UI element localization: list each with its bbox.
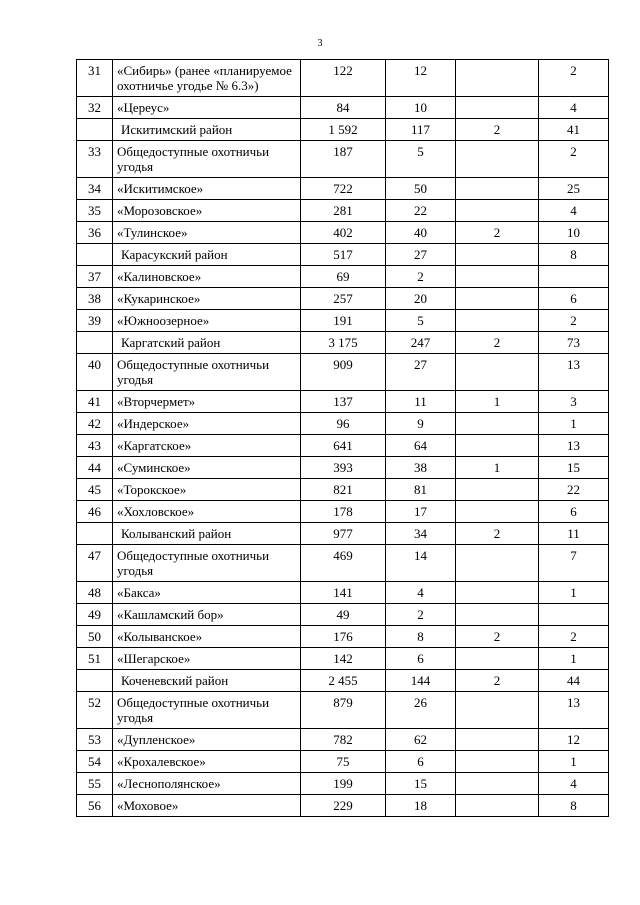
value-col-3 xyxy=(456,435,539,457)
table-row xyxy=(77,729,609,751)
value-col-2: 27 xyxy=(386,244,456,266)
table-row xyxy=(77,795,609,817)
value-col-2: 62 xyxy=(386,729,456,751)
row-number: 33 xyxy=(77,141,113,178)
value-col-1: 977 xyxy=(301,523,386,545)
table-row xyxy=(77,626,609,648)
row-name: «Суминское» xyxy=(113,457,301,479)
row-name: «Калиновское» xyxy=(113,266,301,288)
value-col-3 xyxy=(456,501,539,523)
table-row xyxy=(77,604,609,626)
value-col-4: 6 xyxy=(539,288,609,310)
value-col-3: 1 xyxy=(456,457,539,479)
value-col-4: 13 xyxy=(539,435,609,457)
page-number: 3 xyxy=(317,38,323,49)
value-col-4: 13 xyxy=(539,692,609,729)
value-col-3: 2 xyxy=(456,523,539,545)
value-col-2: 40 xyxy=(386,222,456,244)
value-col-1: 75 xyxy=(301,751,386,773)
value-col-2: 6 xyxy=(386,648,456,670)
value-col-2: 38 xyxy=(386,457,456,479)
table-row xyxy=(77,222,609,244)
row-name: Каргатский район xyxy=(113,332,301,354)
table-row xyxy=(77,413,609,435)
row-number: 48 xyxy=(77,582,113,604)
value-col-3 xyxy=(456,141,539,178)
row-number: 42 xyxy=(77,413,113,435)
value-col-1: 909 xyxy=(301,354,386,391)
value-col-2: 2 xyxy=(386,266,456,288)
value-col-2: 5 xyxy=(386,310,456,332)
row-name: «Каргатское» xyxy=(113,435,301,457)
value-col-2: 22 xyxy=(386,200,456,222)
value-col-4 xyxy=(539,604,609,626)
row-name: Общедоступные охотничьи угодья xyxy=(113,692,301,729)
value-col-4: 1 xyxy=(539,648,609,670)
value-col-4: 3 xyxy=(539,391,609,413)
value-col-3 xyxy=(456,266,539,288)
value-col-2: 27 xyxy=(386,354,456,391)
value-col-3 xyxy=(456,545,539,582)
row-number: 38 xyxy=(77,288,113,310)
table-body xyxy=(77,60,609,817)
value-col-3: 2 xyxy=(456,332,539,354)
value-col-4: 1 xyxy=(539,413,609,435)
value-col-1: 142 xyxy=(301,648,386,670)
value-col-4: 41 xyxy=(539,119,609,141)
row-number xyxy=(77,670,113,692)
row-name: «Тулинское» xyxy=(113,222,301,244)
value-col-4: 8 xyxy=(539,244,609,266)
row-number xyxy=(77,244,113,266)
value-col-2: 20 xyxy=(386,288,456,310)
row-number: 41 xyxy=(77,391,113,413)
value-col-4: 2 xyxy=(539,141,609,178)
value-col-2: 14 xyxy=(386,545,456,582)
value-col-3 xyxy=(456,244,539,266)
value-col-3 xyxy=(456,751,539,773)
value-col-3 xyxy=(456,178,539,200)
table-row xyxy=(77,266,609,288)
row-name: «Кукаринское» xyxy=(113,288,301,310)
table-row xyxy=(77,178,609,200)
table-row xyxy=(77,354,609,391)
row-number: 44 xyxy=(77,457,113,479)
row-name: «Шегарское» xyxy=(113,648,301,670)
row-name: Карасукский район xyxy=(113,244,301,266)
row-number: 52 xyxy=(77,692,113,729)
value-col-1: 257 xyxy=(301,288,386,310)
value-col-4: 73 xyxy=(539,332,609,354)
value-col-4: 4 xyxy=(539,773,609,795)
row-name: «Торокское» xyxy=(113,479,301,501)
value-col-4: 12 xyxy=(539,729,609,751)
row-number: 37 xyxy=(77,266,113,288)
table-row xyxy=(77,773,609,795)
value-col-2: 26 xyxy=(386,692,456,729)
value-col-3 xyxy=(456,729,539,751)
row-number: 36 xyxy=(77,222,113,244)
row-name: Общедоступные охотничьи угодья xyxy=(113,545,301,582)
value-col-4: 25 xyxy=(539,178,609,200)
value-col-2: 8 xyxy=(386,626,456,648)
row-name: «Кашламский бор» xyxy=(113,604,301,626)
row-name: «Дупленское» xyxy=(113,729,301,751)
value-col-4: 4 xyxy=(539,200,609,222)
value-col-1: 722 xyxy=(301,178,386,200)
value-col-3 xyxy=(456,479,539,501)
value-col-1: 402 xyxy=(301,222,386,244)
value-col-3: 2 xyxy=(456,670,539,692)
value-col-4: 6 xyxy=(539,501,609,523)
row-number: 34 xyxy=(77,178,113,200)
value-col-3 xyxy=(456,354,539,391)
value-col-1: 84 xyxy=(301,97,386,119)
value-col-4: 10 xyxy=(539,222,609,244)
row-number xyxy=(77,119,113,141)
row-number: 53 xyxy=(77,729,113,751)
value-col-4: 8 xyxy=(539,795,609,817)
value-col-4: 2 xyxy=(539,60,609,97)
value-col-1: 281 xyxy=(301,200,386,222)
value-col-2: 11 xyxy=(386,391,456,413)
value-col-1: 141 xyxy=(301,582,386,604)
row-number: 35 xyxy=(77,200,113,222)
value-col-1: 469 xyxy=(301,545,386,582)
value-col-4: 1 xyxy=(539,582,609,604)
value-col-2: 81 xyxy=(386,479,456,501)
value-col-3 xyxy=(456,604,539,626)
row-number: 45 xyxy=(77,479,113,501)
table-row xyxy=(77,60,609,97)
value-col-1: 69 xyxy=(301,266,386,288)
value-col-4: 4 xyxy=(539,97,609,119)
value-col-1: 137 xyxy=(301,391,386,413)
value-col-1: 199 xyxy=(301,773,386,795)
row-number: 40 xyxy=(77,354,113,391)
value-col-4: 2 xyxy=(539,626,609,648)
value-col-3 xyxy=(456,795,539,817)
row-name: «Моховое» xyxy=(113,795,301,817)
row-number: 54 xyxy=(77,751,113,773)
value-col-1: 879 xyxy=(301,692,386,729)
value-col-2: 10 xyxy=(386,97,456,119)
value-col-2: 18 xyxy=(386,795,456,817)
value-col-1: 641 xyxy=(301,435,386,457)
table-row xyxy=(77,648,609,670)
value-col-4: 44 xyxy=(539,670,609,692)
value-col-1: 821 xyxy=(301,479,386,501)
row-name: «Крохалевское» xyxy=(113,751,301,773)
table-row xyxy=(77,97,609,119)
value-col-2: 5 xyxy=(386,141,456,178)
district-row xyxy=(77,119,609,141)
value-col-1: 782 xyxy=(301,729,386,751)
table-row xyxy=(77,200,609,222)
row-number: 31 xyxy=(77,60,113,97)
value-col-4: 15 xyxy=(539,457,609,479)
row-name: Коченевский район xyxy=(113,670,301,692)
value-col-1: 176 xyxy=(301,626,386,648)
row-name: «Искитимское» xyxy=(113,178,301,200)
value-col-2: 117 xyxy=(386,119,456,141)
value-col-2: 2 xyxy=(386,604,456,626)
value-col-3: 2 xyxy=(456,119,539,141)
district-row xyxy=(77,332,609,354)
value-col-3 xyxy=(456,60,539,97)
row-name: «Индерское» xyxy=(113,413,301,435)
table-row xyxy=(77,479,609,501)
row-number: 32 xyxy=(77,97,113,119)
table-row xyxy=(77,457,609,479)
row-name: «Колыванское» xyxy=(113,626,301,648)
value-col-1: 191 xyxy=(301,310,386,332)
table-row xyxy=(77,310,609,332)
row-name: «Южноозерное» xyxy=(113,310,301,332)
value-col-3 xyxy=(456,773,539,795)
row-number xyxy=(77,523,113,545)
value-col-3: 2 xyxy=(456,626,539,648)
table-row xyxy=(77,391,609,413)
value-col-2: 6 xyxy=(386,751,456,773)
value-col-3 xyxy=(456,582,539,604)
value-col-2: 15 xyxy=(386,773,456,795)
row-number: 55 xyxy=(77,773,113,795)
value-col-4: 7 xyxy=(539,545,609,582)
district-row xyxy=(77,523,609,545)
value-col-2: 247 xyxy=(386,332,456,354)
data-table xyxy=(76,59,609,817)
value-col-4: 22 xyxy=(539,479,609,501)
value-col-4: 2 xyxy=(539,310,609,332)
table-row xyxy=(77,141,609,178)
value-col-2: 9 xyxy=(386,413,456,435)
row-number: 50 xyxy=(77,626,113,648)
table-row xyxy=(77,435,609,457)
district-row xyxy=(77,670,609,692)
row-number: 39 xyxy=(77,310,113,332)
row-number: 51 xyxy=(77,648,113,670)
row-name: Колыванский район xyxy=(113,523,301,545)
value-col-1: 393 xyxy=(301,457,386,479)
value-col-2: 64 xyxy=(386,435,456,457)
row-name: «Хохловское» xyxy=(113,501,301,523)
value-col-1: 1 592 xyxy=(301,119,386,141)
value-col-2: 17 xyxy=(386,501,456,523)
value-col-2: 34 xyxy=(386,523,456,545)
row-number: 49 xyxy=(77,604,113,626)
value-col-1: 3 175 xyxy=(301,332,386,354)
row-name: Общедоступные охотничьи угодья xyxy=(113,354,301,391)
value-col-4: 11 xyxy=(539,523,609,545)
value-col-2: 4 xyxy=(386,582,456,604)
table-row xyxy=(77,288,609,310)
row-name: «Цереус» xyxy=(113,97,301,119)
value-col-4: 1 xyxy=(539,751,609,773)
row-number xyxy=(77,332,113,354)
value-col-3 xyxy=(456,648,539,670)
table-row xyxy=(77,545,609,582)
value-col-4 xyxy=(539,266,609,288)
value-col-2: 144 xyxy=(386,670,456,692)
row-name: Общедоступные охотничьи угодья xyxy=(113,141,301,178)
value-col-3 xyxy=(456,692,539,729)
value-col-1: 187 xyxy=(301,141,386,178)
value-col-1: 96 xyxy=(301,413,386,435)
value-col-1: 2 455 xyxy=(301,670,386,692)
table-row xyxy=(77,692,609,729)
row-name: «Сибирь» (ранее «планируемое охотничье угодье № 6.3») xyxy=(113,60,301,97)
value-col-3 xyxy=(456,97,539,119)
row-number: 56 xyxy=(77,795,113,817)
row-name: Искитимский район xyxy=(113,119,301,141)
row-name: «Морозовское» xyxy=(113,200,301,222)
row-number: 47 xyxy=(77,545,113,582)
district-row xyxy=(77,244,609,266)
value-col-1: 229 xyxy=(301,795,386,817)
value-col-1: 49 xyxy=(301,604,386,626)
row-name: «Бакса» xyxy=(113,582,301,604)
row-name: «Вторчермет» xyxy=(113,391,301,413)
value-col-3: 2 xyxy=(456,222,539,244)
value-col-2: 12 xyxy=(386,60,456,97)
table-row xyxy=(77,582,609,604)
value-col-3 xyxy=(456,200,539,222)
row-number: 43 xyxy=(77,435,113,457)
value-col-2: 50 xyxy=(386,178,456,200)
value-col-1: 517 xyxy=(301,244,386,266)
value-col-3 xyxy=(456,288,539,310)
value-col-4: 13 xyxy=(539,354,609,391)
value-col-3 xyxy=(456,310,539,332)
value-col-3 xyxy=(456,413,539,435)
table-row xyxy=(77,751,609,773)
row-number: 46 xyxy=(77,501,113,523)
row-name: «Леснополянское» xyxy=(113,773,301,795)
value-col-1: 122 xyxy=(301,60,386,97)
value-col-1: 178 xyxy=(301,501,386,523)
table-row xyxy=(77,501,609,523)
value-col-3: 1 xyxy=(456,391,539,413)
